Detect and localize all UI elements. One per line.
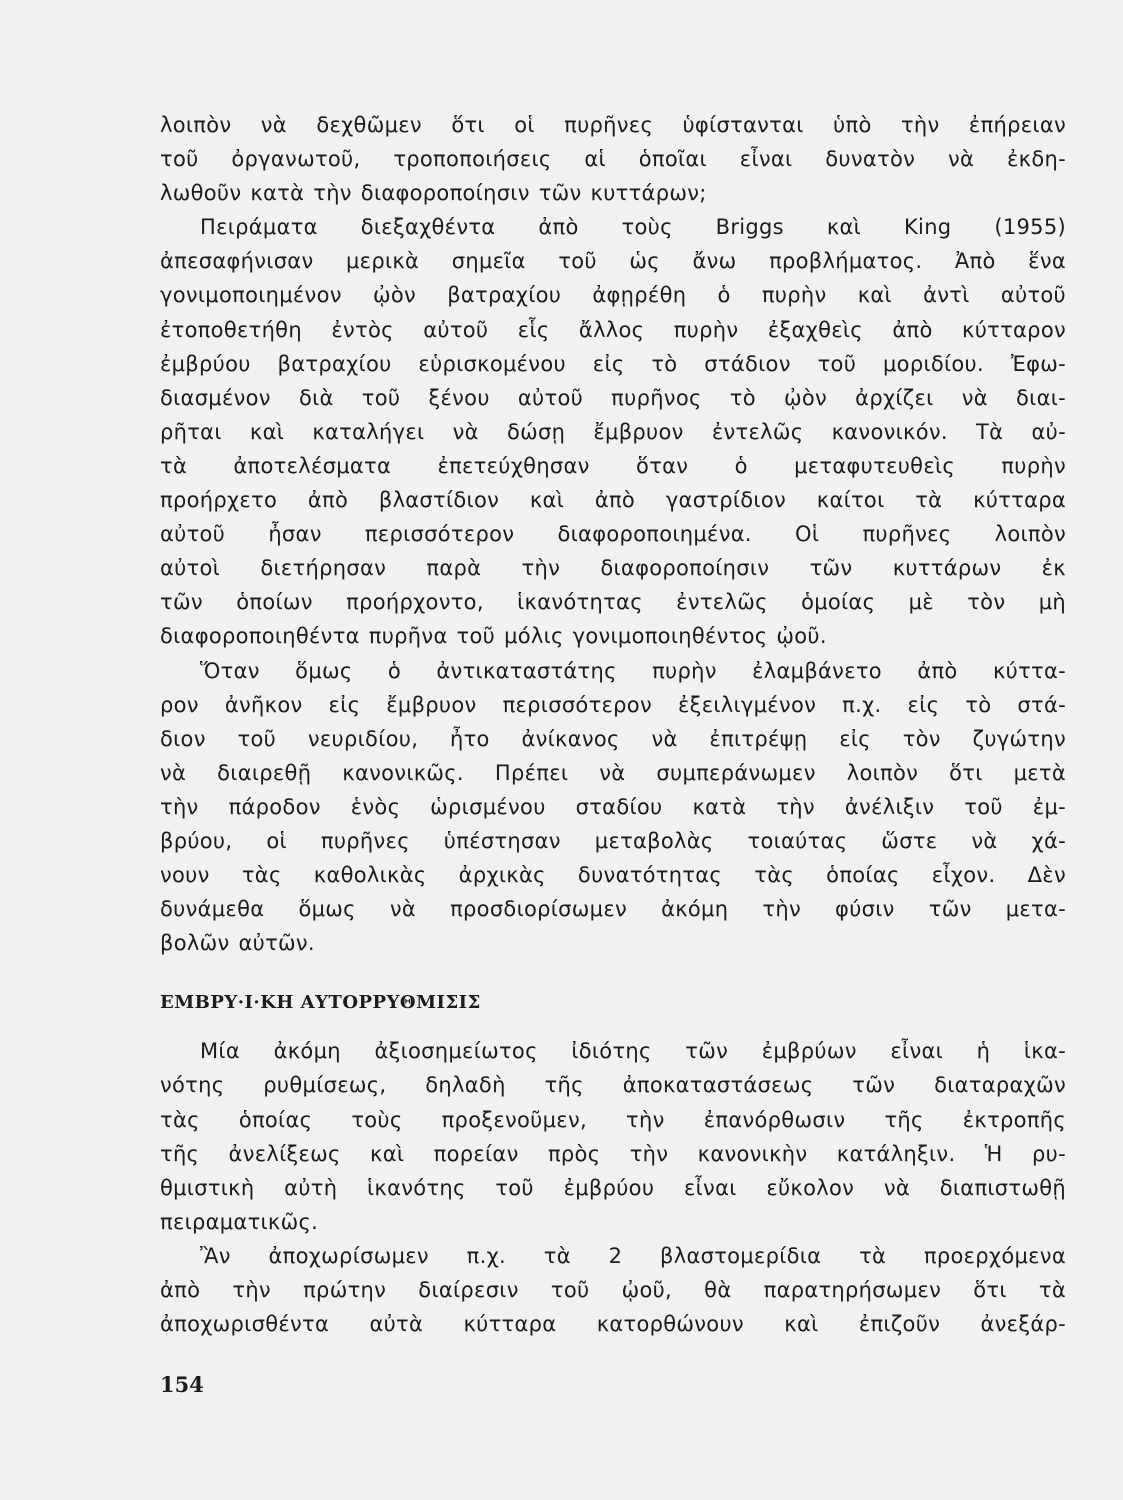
text-line: γονιμοποιημένον ᾠὸν βατραχίου ἀφῃρέθη ὁ πυρὴν καὶ ἀντὶ αὐτοῦ [160, 283, 1066, 308]
text-line: βολῶν αὐτῶν. [160, 931, 315, 956]
text-line: αὐτοῦ ἦσαν περισσότερον διαφοροποιημένα. Οἱ πυρῆνες λοιπὸν [160, 522, 1066, 547]
section-heading: ΕΜΒΡΥ·Ι·ΚΗ ΑΥΤΟΡΡΥΘΜΙΣΙΣ [160, 992, 481, 1014]
paragraph [160, 1034, 1066, 1239]
text-line: ρῆται καὶ καταλήγει νὰ δώσῃ ἔμβρυον ἐντελῶς κανονικόν. Τὰ αὐ- [160, 419, 1066, 444]
text-line: νὰ διαιρεθῇ κανονικῶς. Πρέπει νὰ συμπεράνωμεν λοιπὸν ὅτι μετὰ [160, 760, 1066, 785]
text-line: τῶν ὁποίων προήρχοντο, ἱκανότητας ἐντελῶς ὁμοίας μὲ τὸν μὴ [160, 590, 1066, 615]
paragraph [160, 108, 1066, 210]
text-line: αὐτοὶ διετήρησαν παρὰ τὴν διαφοροποίησιν τῶν κυττάρων ἐκ [160, 556, 1066, 581]
text-line: διον τοῦ νευριδίου, ἦτο ἀνίκανος νὰ ἐπιτρέψῃ εἰς τὸν ζυγώτην [160, 726, 1066, 751]
text-line: ἀπὸ τὴν πρώτην διαίρεσιν τοῦ ᾠοῦ, θὰ παρατηρήσωμεν ὅτι τὰ [160, 1278, 1066, 1302]
section-text-2 [160, 1034, 1066, 1341]
text-line: ἐτοποθετήθη ἐντὸς αὐτοῦ εἷς ἄλλος πυρὴν ἐξαχθεὶς ἀπὸ κύτταρον [160, 317, 1066, 342]
text-line: ἀποχωρισθέντα αὐτὰ κύτταρα κατορθώνουν καὶ ἐπιζοῦν ἀνεξάρ- [160, 1312, 1066, 1337]
paragraph [160, 210, 1066, 653]
text-line: Μία ἀκόμη ἀξιοσημείωτος ἰδιότης τῶν ἐμβρύων εἶναι ἡ ἱκα- [200, 1039, 1066, 1064]
paragraph [160, 654, 1066, 961]
text-line: νότης ρυθμίσεως, δηλαδὴ τῆς ἀποκαταστάσεως τῶν διαταραχῶν [160, 1073, 1066, 1098]
page-number: 154 [160, 1372, 204, 1397]
text-line: τὰς ὁποίας τοὺς προξενοῦμεν, τὴν ἐπανόρθωσιν τῆς ἐκτροπῆς [160, 1107, 1066, 1132]
text-line: λοιπὸν νὰ δεχθῶμεν ὅτι οἱ πυρῆνες ὑφίστανται ὑπὸ τὴν ἐπήρειαν [160, 113, 1066, 137]
text-line: βρύου, οἱ πυρῆνες ὑπέστησαν μεταβολὰς τοιαύτας ὥστε νὰ χά- [160, 828, 1066, 853]
text-line: τὰ ἀποτελέσματα ἐπετεύχθησαν ὅταν ὁ μεταφυτευθεὶς πυρὴν [160, 453, 1066, 478]
text-line: θμιστικὴ αὐτὴ ἱκανότης τοῦ ἐμβρύου εἶναι εὔκολον νὰ διαπιστωθῇ [160, 1175, 1066, 1200]
section-text-1 [160, 108, 1066, 960]
paragraph [160, 1239, 1066, 1341]
page-body [160, 108, 1066, 1341]
text-line: νουν τὰς καθολικὰς ἀρχικὰς δυνατότητας τὰς ὁποίας εἶχον. Δὲν [160, 863, 1066, 888]
text-line: δυνάμεθα ὅμως νὰ προσδιορίσωμεν ἀκόμη τὴν φύσιν τῶν μετα- [160, 897, 1066, 922]
text-line: πειραματικῶς. [160, 1209, 319, 1234]
text-line: Πειράματα διεξαχθέντα ἀπὸ τοὺς Briggs καὶ King (1955) [200, 215, 1066, 240]
text-line: Ὅταν ὅμως ὁ ἀντικαταστάτης πυρὴν ἐλαμβάνετο ἀπὸ κύττα- [200, 658, 1066, 683]
text-line: ἀπεσαφήνισαν μερικὰ σημεῖα τοῦ ὡς ἄνω προβλήματος. Ἀπὸ ἕνα [160, 249, 1066, 274]
text-line: προήρχετο ἀπὸ βλαστίδιον καὶ ἀπὸ γαστρίδιον καίτοι τὰ κύτταρα [160, 488, 1066, 513]
text-line: ρον ἀνῆκον εἰς ἔμβρυον περισσότερον ἐξειλιγμένον π.χ. εἰς τὸ στά- [160, 692, 1066, 717]
text-line: τὴν πάροδον ἑνὸς ὡρισμένου σταδίου κατὰ τὴν ἀνέλιξιν τοῦ ἐμ- [160, 794, 1066, 819]
text-line: λωθοῦν κατὰ τὴν διαφοροποίησιν τῶν κυττάρων; [160, 181, 707, 206]
text-line: διαφοροποιηθέντα πυρῆνα τοῦ μόλις γονιμοποιηθέντος ᾠοῦ. [160, 624, 827, 649]
text-line: Ἂν ἀποχωρίσωμεν π.χ. τὰ 2 βλαστομερίδια τὰ προερχόμενα [200, 1243, 1066, 1268]
text-line: ἐμβρύου βατραχίου εὑρισκομένου εἰς τὸ στάδιον τοῦ μοριδίου. Ἐφω- [160, 351, 1066, 376]
text-line: διασμένον διὰ τοῦ ξένου αὐτοῦ πυρῆνος τὸ ᾠὸν ἀρχίζει νὰ διαι- [160, 385, 1066, 410]
text-line: τῆς ἀνελίξεως καὶ πορείαν πρὸς τὴν κανονικὴν κατάληξιν. Ἡ ρυ- [160, 1141, 1066, 1166]
text-line: τοῦ ὀργανωτοῦ, τροποποιήσεις αἱ ὁποῖαι εἶναι δυνατὸν νὰ ἐκδη- [160, 147, 1066, 172]
